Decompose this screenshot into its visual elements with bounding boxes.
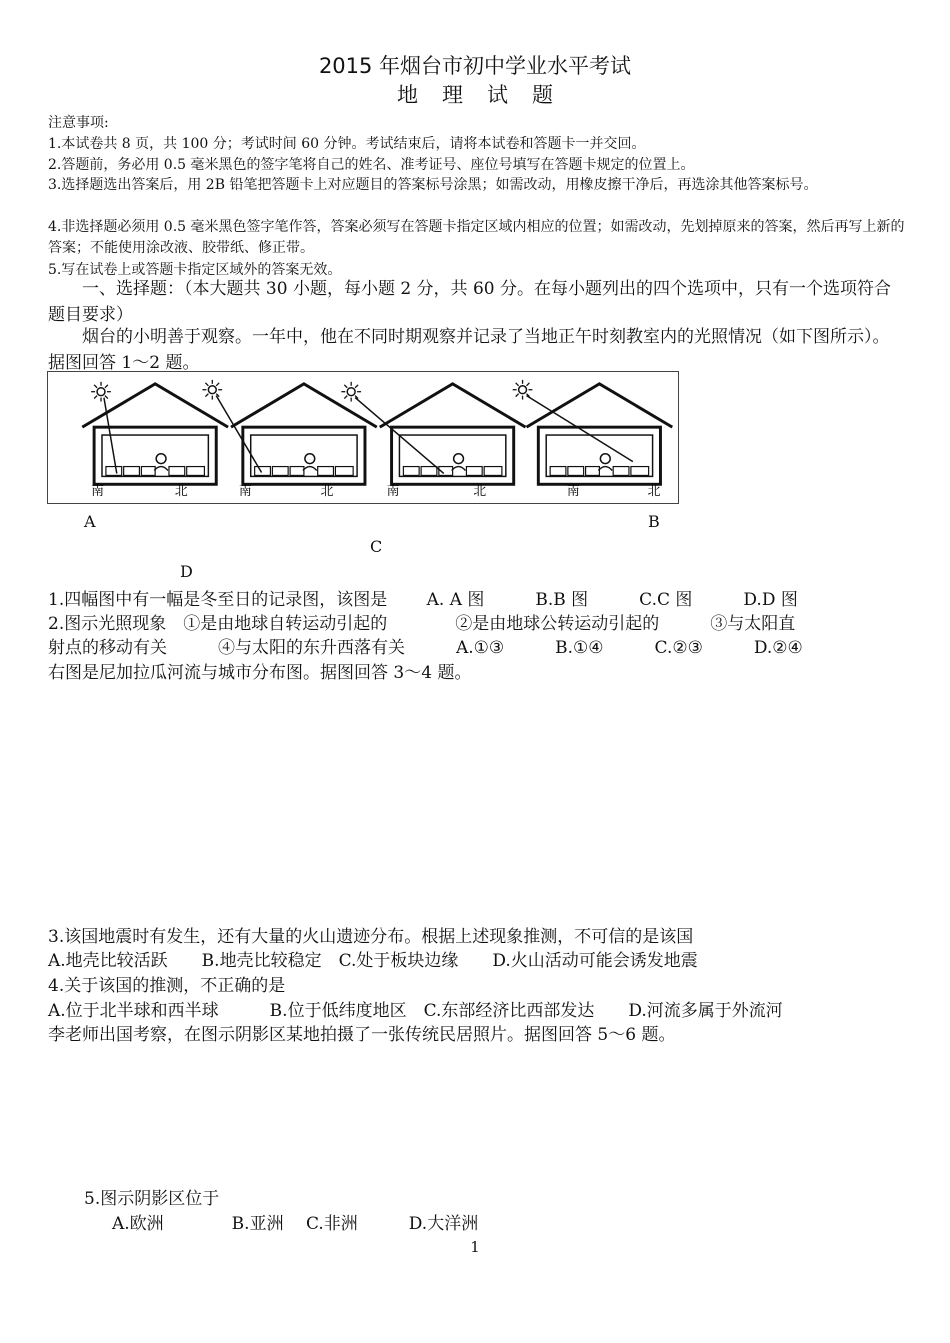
notice-item-3: 3.选择题选出答案后，用 2B 铅笔把答题卡上对应题目的答案标号涂黑；如需改动，用橡皮擦干净后，再选涂其他答案标号。	[48, 177, 818, 193]
south-label-d: 南	[566, 484, 580, 500]
house-b	[231, 384, 377, 484]
notice-item-2: 2.答题前，务必用 0.5 毫米黑色的签字笔将自己的姓名、准考证号、座位号填写在答题卡规定的位置上。	[48, 157, 695, 173]
question-2-line1: 2.图示光照现象 ①是由地球自转运动引起的 ②是由地球公转运动引起的 ③与太阳直	[48, 614, 796, 634]
house-c	[380, 384, 526, 484]
intro-q3-4: 右图是尼加拉瓜河流与城市分布图。据图回答 3～4 题。	[48, 663, 472, 683]
classroom-sunlight-figure	[47, 371, 679, 504]
exam-subtitle: 地理试题	[397, 83, 577, 107]
sunray-d	[527, 396, 633, 462]
intro-q1-2: 烟台的小明善于观察。一年中，他在不同时期观察并记录了当地正午时刻教室内的光照情况（如下图所示）。据图回答 1～2 题。	[48, 327, 890, 373]
figure-label-d: D	[180, 562, 193, 581]
notice-item-4: 4.非选择题必须用 0.5 毫米黑色签字笔作答，答案必须写在答题卡指定区域内相应的位置；如需改动，先划掉原来的答案，然后再写上新的答案；不能使用涂改液、胶带纸、修正带。	[48, 219, 905, 256]
sun-c-icon	[341, 382, 361, 402]
question-4-options: A.位于北半球和西半球 B.位于低纬度地区 C.东部经济比西部发达 D.河流多属于外流河	[48, 1001, 783, 1021]
question-3: 3.该国地震时有发生，还有大量的火山遗迹分布。根据上述现象推测，不可信的是该国	[48, 927, 694, 947]
exam-title: 2015 年烟台市初中学业水平考试	[318, 54, 632, 78]
figure-label-b: B	[648, 512, 660, 531]
page-number: 1	[470, 1238, 480, 1256]
sun-a-icon	[91, 382, 111, 402]
sunray-b	[216, 396, 261, 473]
house-d	[527, 384, 673, 484]
question-3-options: A.地壳比较活跃 B.地壳比较稳定 C.处于板块边缘 D.火山活动可能会诱发地震	[48, 951, 698, 971]
intro-q5-6: 李老师出国考察，在图示阴影区某地拍摄了一张传统民居照片。据图回答 5～6 题。	[48, 1025, 676, 1045]
north-label-d: 北	[647, 484, 661, 500]
question-1: 1.四幅图中有一幅是冬至日的记录图，该图是 A. A 图 B.B 图 C.C 图 D.D 图	[48, 590, 798, 610]
north-label-b: 北	[320, 484, 334, 500]
question-5-options: A.欧洲 B.亚洲 C.非洲 D.大洋洲	[112, 1214, 479, 1234]
figure-label-c: C	[370, 537, 383, 556]
question-2-line2: 射点的移动有关 ④与太阳的东升西落有关 A.①③ B.①④ C.②③ D.②④	[48, 638, 803, 658]
section-heading: 一、选择题：（本大题共 30 小题，每小题 2 分，共 60 分。在每小题列出的四个选项中，只有一个选项符合题目要求）	[48, 279, 892, 325]
south-label-b: 南	[238, 484, 252, 500]
notice-heading: 注意事项:	[48, 115, 109, 131]
notice-item-5: 5.写在试卷上或答题卡指定区域外的答案无效。	[48, 262, 342, 278]
sun-b-icon	[202, 380, 222, 400]
figure-label-a: A	[84, 512, 96, 531]
north-label-a: 北	[174, 484, 188, 500]
south-label-a: 南	[91, 484, 104, 500]
notice-item-1: 1.本试卷共 8 页，共 100 分；考试时间 60 分钟。考试结束后，请将本试卷和答题卡一并交回。	[48, 136, 646, 152]
question-5: 5.图示阴影区位于	[84, 1189, 220, 1209]
north-label-c: 北	[473, 484, 487, 500]
south-label-c: 南	[386, 484, 400, 500]
question-4: 4.关于该国的推测，不正确的是	[48, 976, 286, 996]
